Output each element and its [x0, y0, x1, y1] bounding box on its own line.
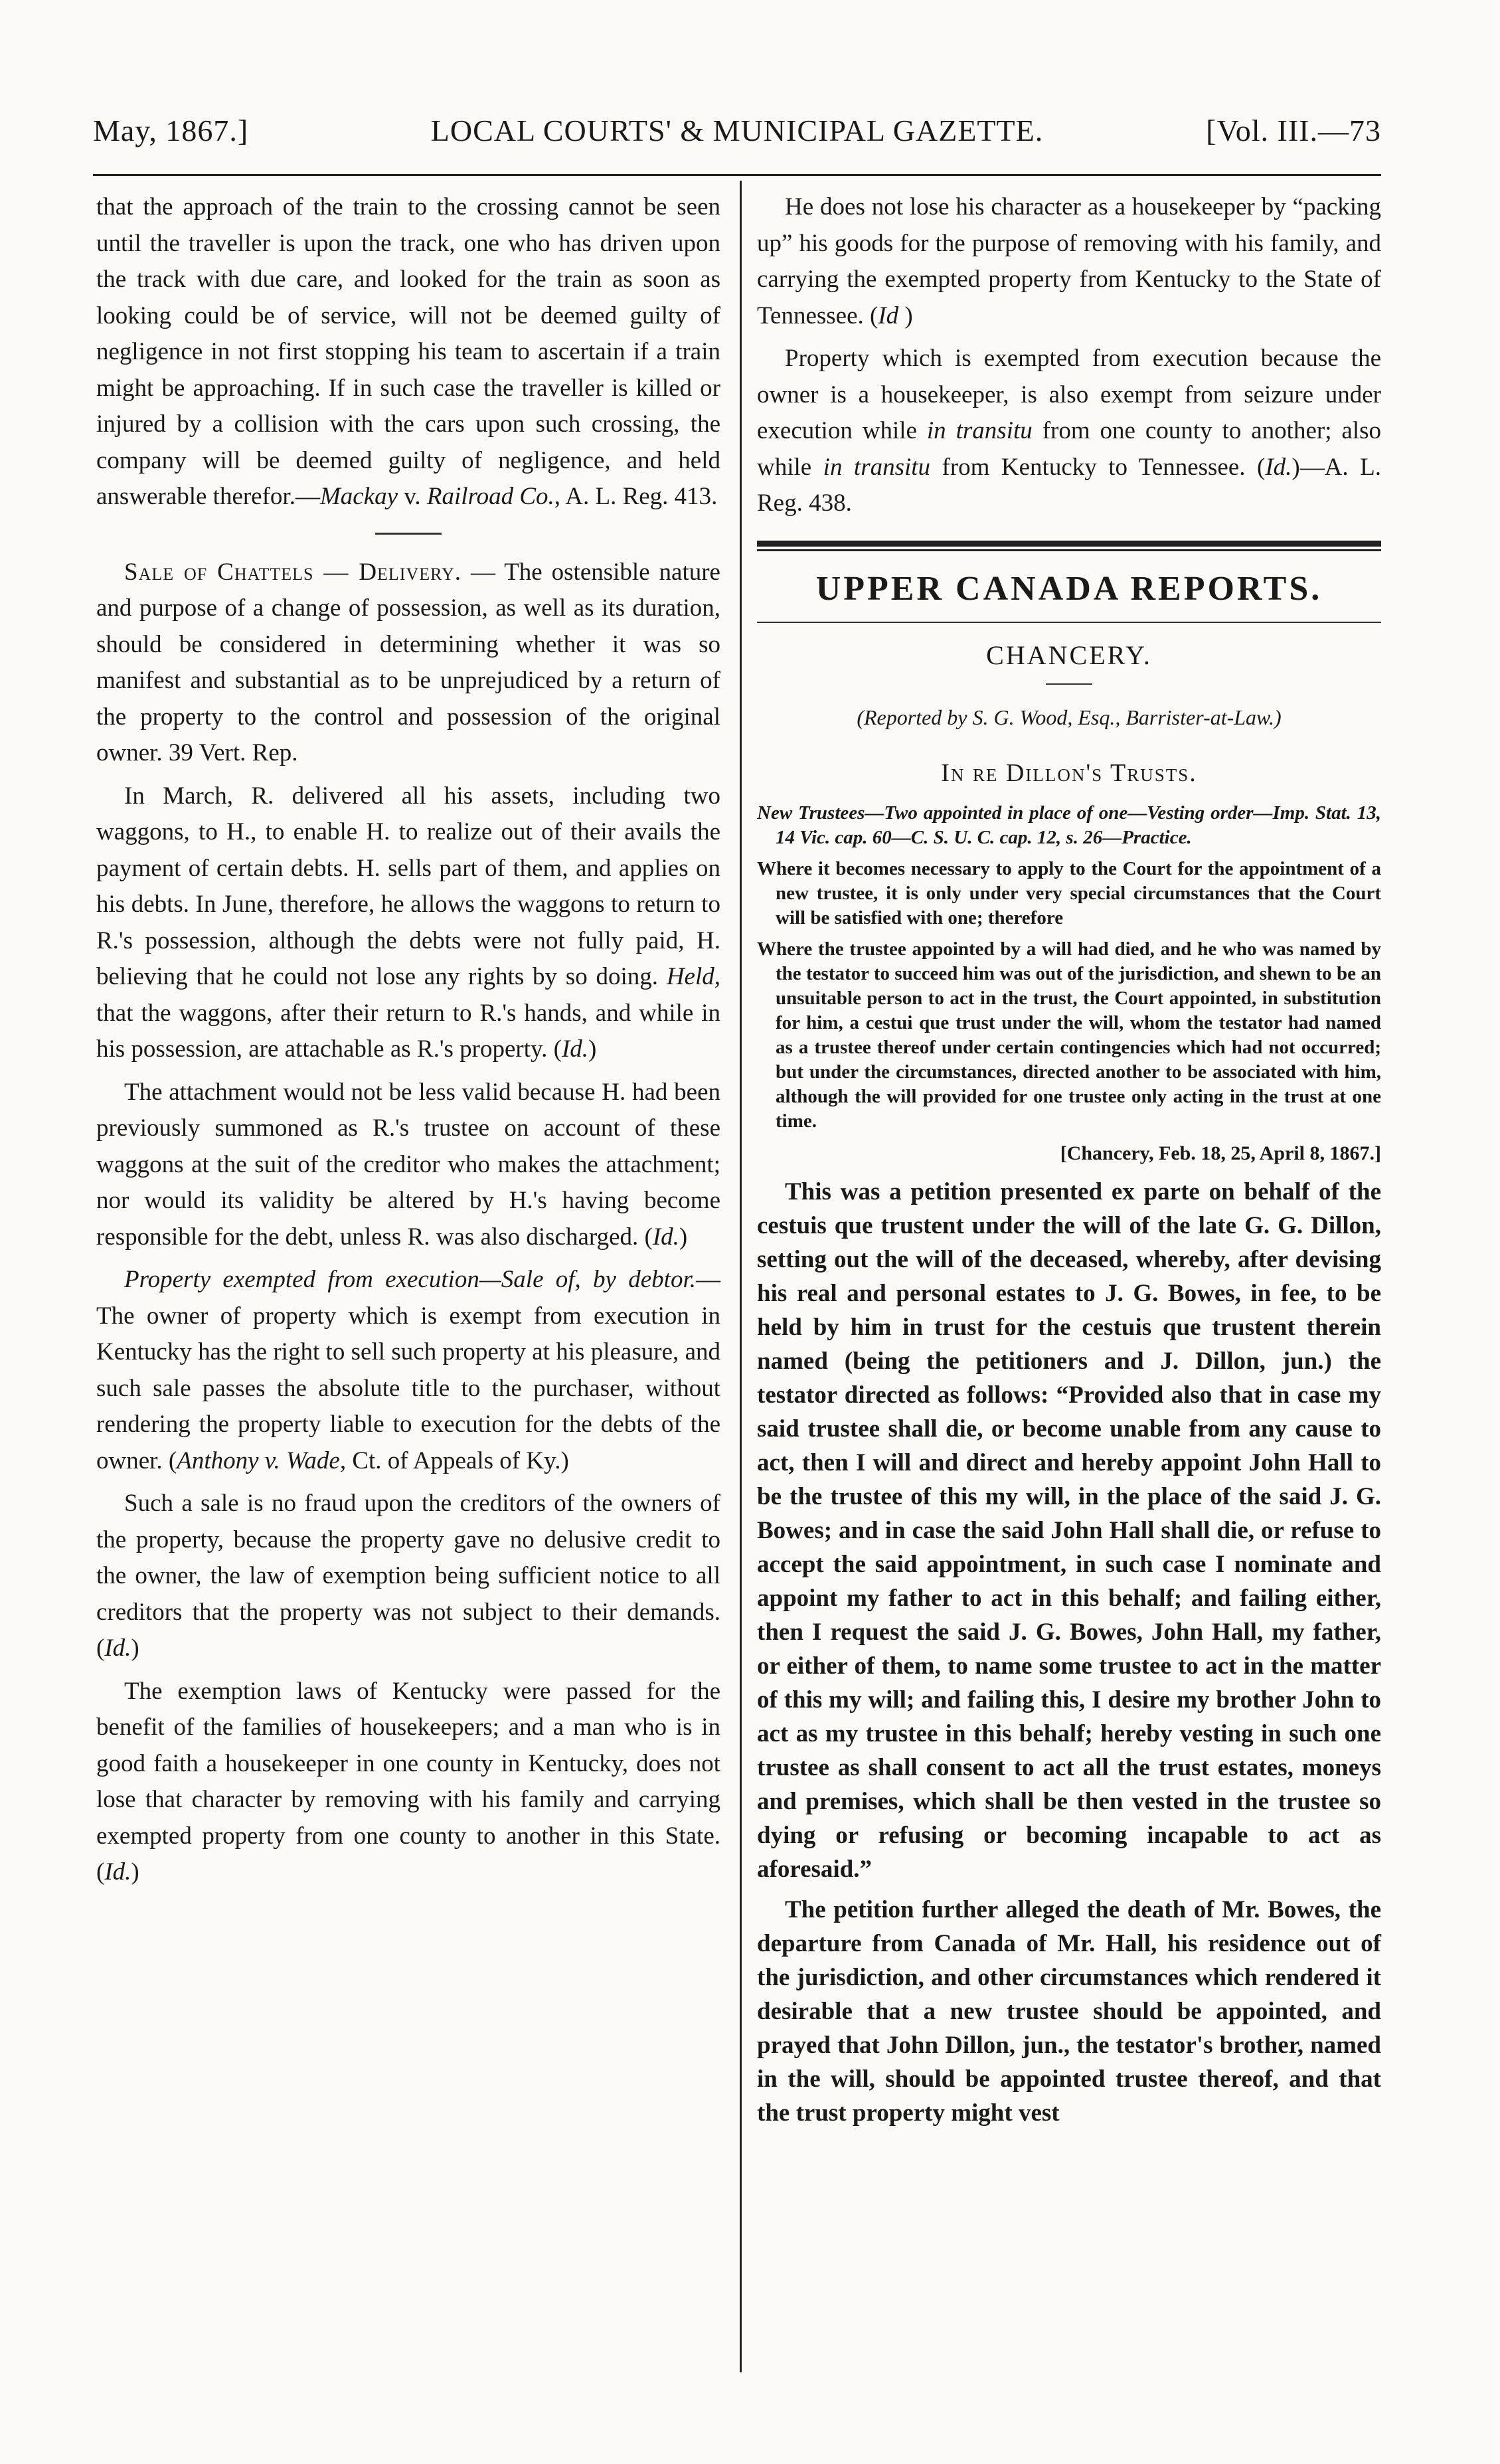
header-date: May, 1867.]: [93, 114, 249, 147]
headnote-one: Where it becomes necessary to apply to the Court for the appointment of a new trustee, it is only under very special circumstances that the Court will be satisfied with one; therefore: [757, 857, 1381, 928]
reporter-line: (Reported by S. G. Wood, Esq., Barrister-at-Law.): [857, 705, 1282, 729]
paragraph-attachment: The attachment would not be less valid because H. had been previously summoned as R.'s trustee on account of these waggons at the suit of the creditor who makes the attachment; nor would its validity be altered by H.'s having become responsible for the debt, unless R. was also discharged. (Id.): [96, 1078, 720, 1251]
decision-date: [Chancery, Feb. 18, 25, April 8, 1867.]: [1060, 1142, 1381, 1164]
exempt-heading: Property exempted from execution—Sale of, by debtor.: [124, 1266, 696, 1293]
paragraph-packing-up: He does not lose his character as a housekeeper by “packing up” his goods for the purpose of removing with his family, and carrying the exempted property from Kentucky to the State of Tennessee. (Id ): [757, 193, 1381, 329]
section-separator: [375, 533, 442, 535]
header-title: LOCAL COURTS' & MUNICIPAL GAZETTE.: [430, 114, 1044, 147]
headnote-two: Where the trustee appointed by a will had died, and he who was named by the testator to succeed him was out of the jurisdiction, and shewn to be an unsuitable person to act in the trust, the Court appointed, in substitution for him, a cestui que trust under the will, whom the testator had named as a trustee thereof under certain contingencies which had not occurred; but under the circumstances, directed another to be associated with him, although the will provided for one trustee only acting in the trust at one time.: [757, 938, 1381, 1132]
page-header: [93, 113, 1381, 159]
case-title: In re Dillon's Trusts.: [941, 759, 1197, 787]
section-double-rule: [757, 541, 1381, 551]
paragraph-petition: This was a petition presented ex parte on behalf of the cestuis que trustent under the will of the late G. G. Dillon, setting out the will of the deceased, whereby, after devising his real and personal estates to J. G. Bowes, in fee, to be held by him in trust for the cestuis que trustent therein named (being the petitioners and J. Dillon, jun.) the testator directed as follows: “Provided also that in case my said trustee shall die, or become unable from any cause to act, then I will and direct and hereby appoint John Hall to be the trustee of this my will, in the place of the said J. G. Bowes; and in case the said John Hall shall die, or refuse to accept the said appointment, in such case I nominate and appoint my father to act in this behalf; and failing either, then I request the said J. G. Bowes, John Hall, my father, or either of them, to name some trustee to act in the matter of this my will; and failing this, I desire my brother John to act as my trustee in this behalf; hereby vesting in such one trustee as shall consent to act all the trust estates, moneys and premises, which shall be then vested in the trustee so dying or refusing or becoming incapable to act as aforesaid.”: [757, 1178, 1381, 1883]
right-column: [757, 189, 1381, 2137]
paragraph-kentucky-laws: The exemption laws of Kentucky were passed for the benefit of the families of housekeepers; and a man who is in good faith a housekeeper in one county in Kentucky, does not lose that character by removing with his family and carrying exempted property from one county to another in this State. (Id.): [96, 1677, 720, 1886]
paragraph-waggons: In March, R. delivered all his assets, including two waggons, to H., to enable H. to realize out of their avails the payment of certain debts. H. sells part of them, and applies on his debts. In June, therefore, he allows the waggons to return to R.'s possession, although the debts were not fully paid, H. believing that he could not lose any rights by so doing. Held, that the waggons, after their return to R.'s hands, and while in his possession, are attachable as R.'s property. (Id.): [96, 782, 720, 1063]
paragraph-exempted-property: Property exempted from execution—Sale of, by debtor.—The owner of property which is exempt from execution in Kentucky has the right to sell such property at his pleasure, and such sale passes the absolute title to the purchaser, without rendering the property liable to execution for the debts of the owner. (Anthony v. Wade, Ct. of Appeals of Ky.): [96, 1266, 720, 1474]
paragraph-sale-of-chattels: Sale of Chattels — Delivery. — The ostensible nature and purpose of a change of possession, as well as its duration, should be considered in determining whether it was so manifest and substantial as to be unprejudiced by a return of the property to the control and possession of the original owner. 39 Vert. Rep.: [96, 558, 720, 766]
paragraph-in-transitu: Property which is exempted from execution because the owner is a housekeeper, is also exempt from seizure under execution while in transitu from one county to another; also while in transitu from Kentucky to Tennessee. (Id.)—A. L. Reg. 438.: [757, 345, 1382, 517]
sale-heading: Sale of Chattels — Delivery.: [124, 558, 462, 586]
paragraph-petition-further: The petition further alleged the death of Mr. Bowes, the departure from Canada of Mr. Hall, his residence out of the jurisdiction, and other circumstances which rendered it desirable that a new trustee should be appointed, and prayed that John Dillon, jun., the testator's brother, named in the will, should be appointed trustee thereof, and that the trust property might vest: [757, 1895, 1381, 2127]
paragraph-no-fraud: Such a sale is no fraud upon the creditors of the owners of the property, because the property gave no delusive credit to the owner, the law of exemption being sufficient notice to all creditors that the property was not subject to their demands. (Id.): [96, 1490, 720, 1662]
section-title: UPPER CANADA REPORTS.: [815, 569, 1323, 608]
column-divider: [740, 181, 742, 2372]
left-column: [96, 189, 720, 1897]
headnote-keywords: New Trustees—Two appointed in place of one—Vesting order—Imp. Stat. 13, 14 Vic. cap. 60—C. S. U. C. cap. 12, s. 26—Practice.: [757, 802, 1381, 848]
court-heading: CHANCERY.: [986, 640, 1152, 670]
court-rule: [1046, 683, 1092, 685]
header-volume: [Vol. III.—73: [1206, 114, 1381, 147]
paragraph-continued: that the approach of the train to the crossing cannot be seen until the traveller is upon the track, one who has driven upon the track with due care, and looked for the train as soon as looking could be of service, will not be deemed guilty of negligence in not first stopping his team to ascertain if a train might be approaching. If in such case the traveller is killed or injured by a collision with the cars upon such crossing, the company will be deemed guilty of negligence, and held answerable therefor.—Mackay v. Railroad Co., A. L. Reg. 413.: [96, 193, 720, 510]
section-rule: [757, 622, 1381, 623]
header-rule: [93, 174, 1381, 176]
